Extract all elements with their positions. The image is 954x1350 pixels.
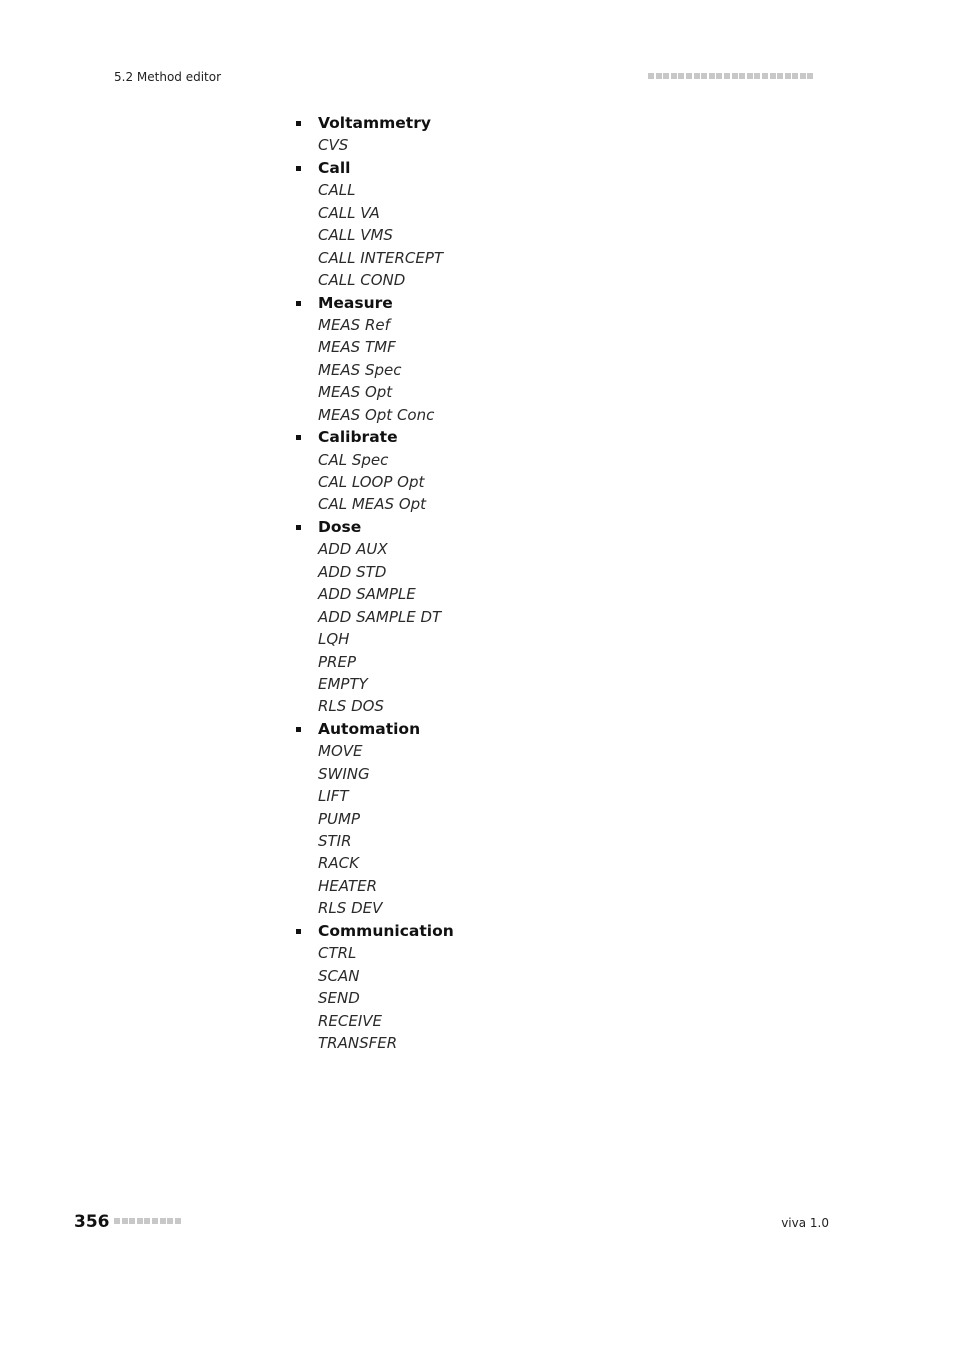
command-item: MOVE xyxy=(318,742,363,761)
command-item: RLS DOS xyxy=(318,697,384,716)
command-item: CALL VMS xyxy=(318,226,393,245)
category-heading xyxy=(296,112,454,134)
category-heading xyxy=(296,920,454,942)
command-item: PREP xyxy=(318,652,356,671)
category-title: Communication xyxy=(318,921,454,940)
command-item: CALL VA xyxy=(318,203,380,222)
command-group xyxy=(296,112,454,157)
command-item: RLS DEV xyxy=(318,899,383,918)
command-item: MEAS Opt xyxy=(318,383,393,402)
square-bullet-icon xyxy=(296,727,301,732)
decoration-square xyxy=(762,73,768,79)
category-heading xyxy=(296,718,454,740)
decoration-square xyxy=(160,1218,166,1224)
category-heading xyxy=(296,426,454,448)
category-title: Measure xyxy=(318,293,393,312)
decoration-square xyxy=(701,73,707,79)
category-title: Voltammetry xyxy=(318,114,431,132)
category-title: Calibrate xyxy=(318,428,398,447)
command-item: CTRL xyxy=(318,944,357,963)
square-bullet-icon xyxy=(296,525,301,530)
decoration-square xyxy=(694,73,700,79)
decoration-square xyxy=(122,1218,128,1224)
command-item: MEAS TMF xyxy=(318,338,396,357)
page-number: 356 xyxy=(74,1212,110,1232)
category-heading xyxy=(296,292,454,314)
square-bullet-icon xyxy=(296,121,301,126)
decoration-square xyxy=(663,73,669,79)
decoration-square xyxy=(724,73,730,79)
command-item: PUMP xyxy=(318,809,361,828)
command-item: SWING xyxy=(318,764,370,783)
decoration-square xyxy=(747,73,753,79)
decoration-square xyxy=(129,1218,135,1224)
command-item: CALL INTERCEPT xyxy=(318,248,444,267)
command-group xyxy=(296,718,454,920)
command-item: LIFT xyxy=(318,787,349,806)
command-item: LQH xyxy=(318,630,350,649)
decoration-square xyxy=(656,73,662,79)
command-item: MEAS Spec xyxy=(318,360,402,379)
command-item: HEATER xyxy=(318,876,377,895)
command-item: SCAN xyxy=(318,966,360,985)
decoration-square xyxy=(709,73,715,79)
decoration-square xyxy=(754,73,760,79)
command-item: RACK xyxy=(318,854,359,873)
category-title: Automation xyxy=(318,719,421,738)
command-item: TRANSFER xyxy=(318,1033,398,1052)
decoration-square xyxy=(671,73,677,79)
command-item: CAL Spec xyxy=(318,450,389,469)
decoration-square xyxy=(777,73,783,79)
square-bullet-icon xyxy=(296,301,301,306)
decoration-square xyxy=(167,1218,173,1224)
command-item: ADD SAMPLE DT xyxy=(318,607,442,626)
command-item: ADD STD xyxy=(318,562,387,581)
header-decoration xyxy=(648,73,813,79)
decoration-square xyxy=(792,73,798,79)
command-item: CALL COND xyxy=(318,271,406,290)
decoration-square xyxy=(785,73,791,79)
command-item: EMPTY xyxy=(318,674,368,693)
decoration-square xyxy=(800,73,806,79)
command-item: CALL xyxy=(318,181,356,200)
category-heading xyxy=(296,516,454,538)
decoration-square xyxy=(739,73,745,79)
category-title: Dose xyxy=(318,517,362,536)
command-group xyxy=(296,516,454,718)
command-group xyxy=(296,920,454,1055)
square-bullet-icon xyxy=(296,435,301,440)
decoration-square xyxy=(732,73,738,79)
decoration-square xyxy=(152,1218,158,1224)
decoration-square xyxy=(144,1218,150,1224)
decoration-square xyxy=(716,73,722,79)
command-group xyxy=(296,426,454,516)
decoration-square xyxy=(770,73,776,79)
decoration-square xyxy=(807,73,813,79)
decoration-square xyxy=(648,73,654,79)
decoration-square xyxy=(175,1218,181,1224)
command-item: STIR xyxy=(318,832,352,850)
command-group xyxy=(296,157,454,292)
command-list xyxy=(296,112,454,1054)
square-bullet-icon xyxy=(296,166,301,171)
command-item: ADD AUX xyxy=(318,540,388,559)
command-group xyxy=(296,292,454,427)
command-item: CAL MEAS Opt xyxy=(318,495,427,514)
category-title: Call xyxy=(318,158,351,177)
command-item: MEAS Ref xyxy=(318,315,390,334)
product-version: viva 1.0 xyxy=(781,1216,829,1230)
command-item: ADD SAMPLE xyxy=(318,585,416,604)
running-header-section: 5.2 Method editor xyxy=(114,70,222,84)
command-item: CAL LOOP Opt xyxy=(318,473,425,491)
category-heading xyxy=(296,157,454,179)
decoration-square xyxy=(137,1218,143,1224)
command-item: SEND xyxy=(318,989,360,1008)
decoration-square xyxy=(114,1218,120,1224)
command-item: RECEIVE xyxy=(318,1011,383,1030)
footer-decoration xyxy=(114,1218,181,1224)
command-item: CVS xyxy=(318,136,349,155)
decoration-square xyxy=(678,73,684,79)
square-bullet-icon xyxy=(296,929,301,934)
command-item: MEAS Opt Conc xyxy=(318,405,435,424)
decoration-square xyxy=(686,73,692,79)
